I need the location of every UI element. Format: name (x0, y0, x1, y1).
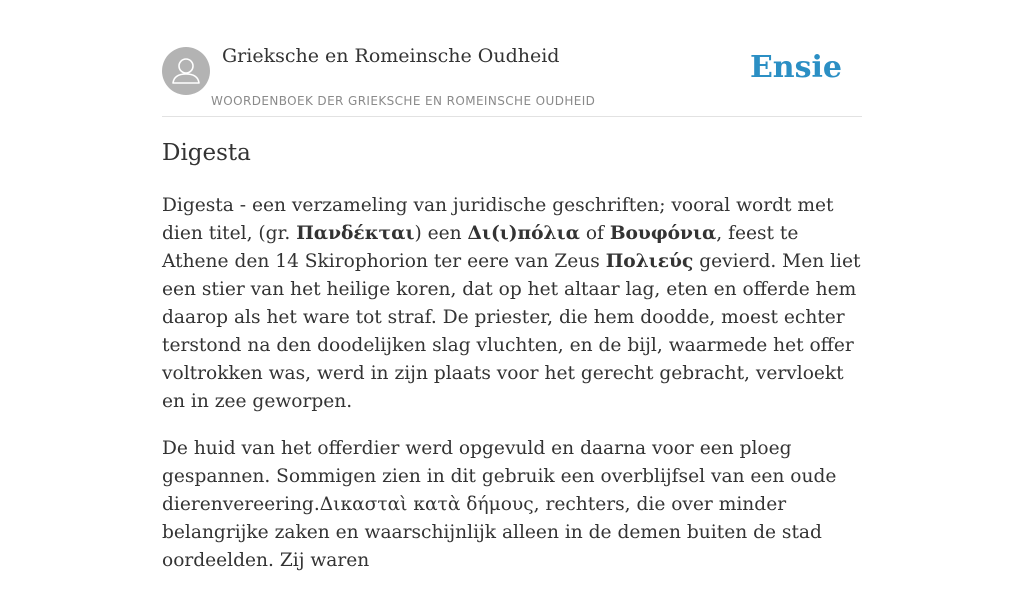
text-segment: ) een (414, 223, 468, 244)
paragraph-1 (162, 192, 867, 416)
greek-term: Πανδέκται (296, 223, 415, 244)
paragraph-2: De huid van het offerdier werd opgevuld en daarna voor een ploeg gespannen. Sommigen zien in dit gebruik een overblijfsel van een oude dierenvereering.Δικασταὶ κατὰ δήμους, rechters, die over minder belangrijke zaken en waarschijnlijk alleen in de demen buiten de stad oordeelden. Zij waren (162, 438, 837, 571)
text-segment: , feest te Athene den 14 Skirophorion ter eere van Zeus (162, 223, 799, 272)
text-segment: Digesta - een verzameling van juridische geschriften; vooral wordt met dien titel, (gr. (162, 195, 834, 244)
greek-term: Βουφόνια (609, 223, 717, 244)
entry-title: Digesta (162, 140, 251, 166)
ensie-logo[interactable]: Ensie (749, 50, 842, 85)
entry-content (162, 192, 867, 594)
greek-term: Πολιεύς (605, 251, 694, 272)
user-icon[interactable] (162, 47, 210, 95)
greek-term: Δι(ι)πόλια (467, 223, 580, 244)
text-segment: gevierd. Men liet een stier van het heilige koren, dat op het altaar lag, eten en offerde hem daarop als het ware tot straf. De priester, die hem doodde, moest echter terstond na den doodelijken slag vluchten, en de bijl, waarmede het offer voltrokken was, werd in zijn plaats voor het gerecht gebracht, vervloekt en in zee geworpen. (162, 251, 861, 412)
source-title-link[interactable]: Grieksche en Romeinsche Oudheid (222, 45, 560, 67)
text-segment: of (579, 223, 610, 244)
source-subtitle: WOORDENBOEK DER GRIEKSCHE EN ROMEINSCHE OUDHEID (211, 94, 596, 108)
source-header (162, 0, 862, 117)
